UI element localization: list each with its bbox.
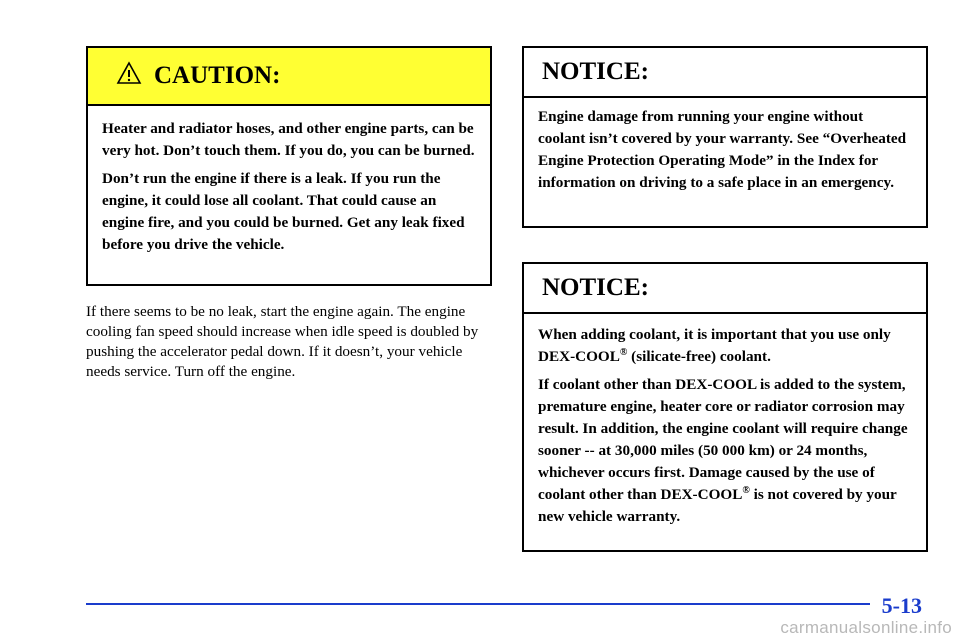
footer-rule: [86, 603, 870, 605]
notice-2-p1-pre: When adding coolant, it is important that you use only DEX-COOL: [538, 326, 891, 365]
watermark: carmanualsonline.info: [780, 618, 952, 637]
notice-2-header: [524, 264, 926, 314]
notice-2-paragraph-1: [538, 324, 914, 368]
notice-2-paragraph-2: [538, 374, 914, 528]
notice-2-p2-post: is not covered by your new vehicle warranty.: [538, 486, 897, 525]
body-paragraph: If there seems to be no leak, start the engine again. The engine cooling fan speed should increase when idle speed is doubled by pushing the accelerator pedal down. If it doesn’t, your vehicle needs service. Turn off the engine.: [86, 303, 479, 380]
registered-mark: ®: [619, 346, 628, 358]
notice-2-p2-pre: If coolant other than DEX-COOL is added to the system, premature engine, heater core or radiator corrosion may result. In addition, the engine coolant will require change sooner -- at 30,000 miles (50 000 km) or 24 months, whichever occurs first. Damage caused by the use of coolant other than DEX-COOL: [538, 376, 908, 503]
caution-paragraph-1: Heater and radiator hoses, and other engine parts, can be very hot. Don’t touch them. If you do, you can be burned.: [102, 120, 475, 159]
notice-1-header: [524, 48, 926, 98]
notice-box-2: [522, 262, 928, 552]
notice-1-text: Engine damage from running your engine without coolant isn’t covered by your warranty. See “Overheated Engine Protection Operating Mode” in the Index for information on driving to a safe place in an emergency.: [538, 108, 907, 191]
notice-1-title: NOTICE:: [542, 58, 649, 85]
page-number: 5-13: [881, 593, 922, 618]
notice-2-title: NOTICE:: [542, 274, 649, 301]
caution-body: [88, 106, 490, 256]
notice-box-1: [522, 46, 928, 228]
notice-2-body: [524, 314, 926, 528]
caution-box: [86, 46, 492, 286]
caution-paragraph-2: Don’t run the engine if there is a leak. If you run the engine, it could lose all coolant. That could cause an engine fire, and you could be burned. Get any leak fixed before you drive the vehicle.: [102, 170, 465, 253]
caution-header: [88, 48, 490, 106]
notice-2-p1-post: (silicate-free) coolant.: [627, 348, 771, 365]
warning-triangle-icon: [116, 61, 142, 85]
caution-title: CAUTION:: [154, 62, 281, 89]
registered-mark: ®: [742, 484, 750, 496]
notice-1-body: [524, 98, 926, 194]
body-text: [86, 302, 496, 382]
